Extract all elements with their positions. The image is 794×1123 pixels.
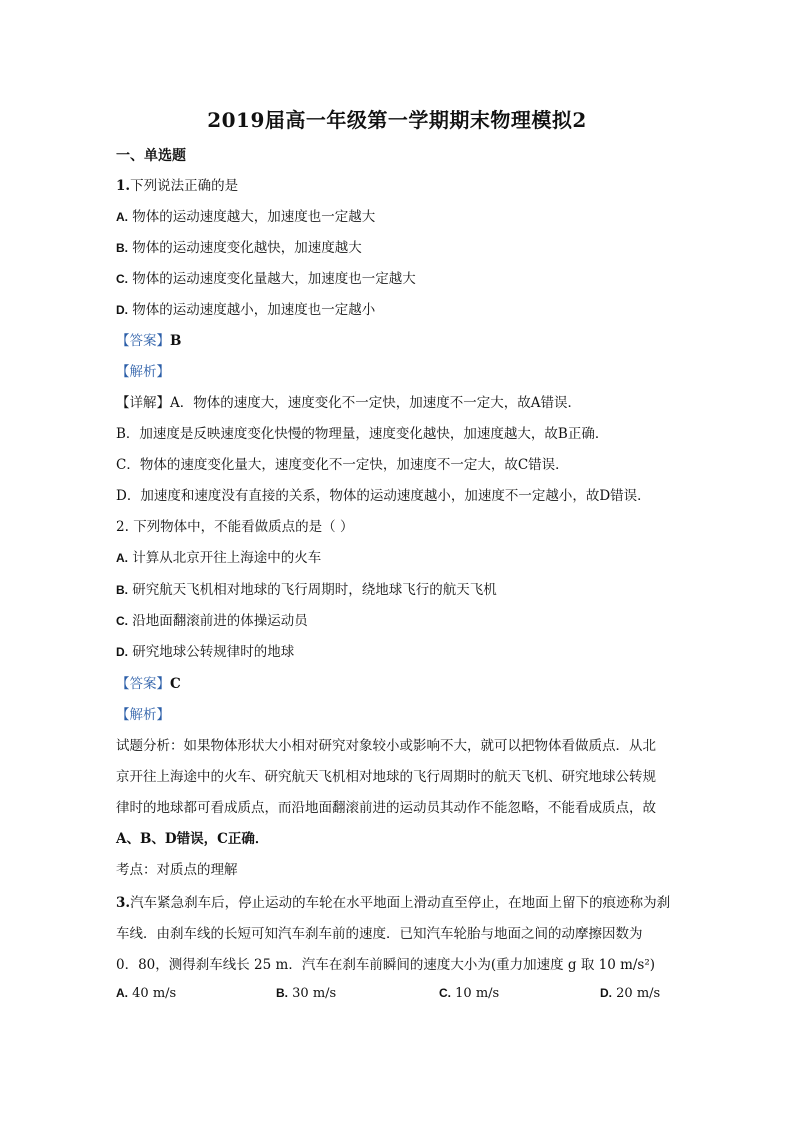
detail-text: A．物体的速度大，速度变化不一定快，加速度不一定大，故A错误． [170, 395, 581, 411]
option-letter: D. [600, 986, 612, 1000]
option-d [116, 300, 686, 320]
detail-tag: 【详解】 [116, 395, 170, 411]
option-letter: B. [276, 986, 288, 1000]
option-c [116, 611, 686, 631]
option-letter: D. [116, 303, 128, 317]
answer-line [116, 331, 686, 351]
option-text: 40 m/s [132, 986, 177, 1001]
answer-tag: 【答案】 [116, 676, 170, 692]
option-letter: A. [116, 210, 128, 224]
option-text: 沿地面翻滚前进的体操运动员 [132, 613, 308, 629]
option-text: 20 m/s [616, 986, 661, 1001]
analysis-conclusion: A、B、D错误，C正确． [116, 831, 269, 847]
question-text: 下列说法正确的是 [130, 178, 239, 194]
option-letter: D. [116, 645, 128, 659]
option-c [116, 269, 686, 289]
question-number: 1. [116, 178, 131, 194]
option-b [276, 986, 336, 1001]
detail-line [116, 393, 686, 413]
option-text: 10 m/s [455, 986, 500, 1001]
option-text: 30 m/s [292, 986, 337, 1001]
analysis-line: 律时的地球都可看成质点，而沿地面翻滚前进的运动员其动作不能忽略，不能看成质点，故 [116, 800, 656, 816]
option-letter: A. [116, 551, 128, 565]
option-c [439, 986, 499, 1001]
option-a [116, 207, 686, 227]
option-letter: C. [116, 272, 128, 286]
question-text: 汽车紧急刹车后，停止运动的车轮在水平地面上滑动直至停止，在地面上留下的痕迹称为刹 [130, 895, 671, 911]
option-letter: C. [439, 986, 451, 1000]
option-a [116, 986, 176, 1001]
question-3-stem [116, 893, 686, 913]
question-number: 2. [116, 519, 129, 535]
answer-value: C [170, 676, 181, 692]
analysis-line: 京开往上海途中的火车、研究航天飞机相对地球的飞行周期时的航天飞机、研究地球公转规 [116, 769, 656, 785]
section-heading: 一、单选题 [116, 148, 186, 164]
analysis-line: 试题分析：如果物体形状大小相对研究对象较小或影响不大，就可以把物体看做质点．从北 [116, 738, 656, 754]
detail-line: C．物体的速度变化量大，速度变化不一定快，加速度不一定大，故C错误． [116, 457, 569, 473]
page-title: 2019届高一年级第一学期期末物理模拟2 [207, 108, 587, 132]
option-b [116, 580, 686, 600]
option-letter: B. [116, 241, 128, 255]
question-number: 3. [116, 895, 131, 911]
question-3-stem-line: 0．80，测得刹车线长 25 m．汽车在刹车前瞬间的速度大小为(重力加速度 g 取 10 m/s²) [116, 957, 656, 973]
option-a [116, 548, 686, 568]
answer-tag: 【答案】 [116, 333, 170, 349]
option-text: 物体的运动速度越小，加速度也一定越小 [132, 302, 376, 318]
question-3-stem-line: 车线．由刹车线的长短可知汽车刹车前的速度．已知汽车轮胎与地面之间的动摩擦因数为 [116, 926, 643, 942]
option-d [600, 986, 660, 1001]
option-b [116, 238, 686, 258]
analysis-tag: 【解析】 [116, 707, 170, 723]
question-3-options [116, 986, 676, 1006]
option-text: 研究地球公转规律时的地球 [132, 644, 295, 660]
question-text: 下列物体中，不能看做质点的是（ ） [133, 519, 354, 535]
question-1-stem [116, 176, 686, 196]
option-text: 物体的运动速度变化越快，加速度越大 [132, 240, 362, 256]
analysis-tag: 【解析】 [116, 364, 170, 380]
question-2-stem [116, 517, 686, 537]
option-letter: C. [116, 614, 128, 628]
option-letter: B. [116, 583, 128, 597]
option-text: 研究航天飞机相对地球的飞行周期时，绕地球飞行的航天飞机 [132, 582, 497, 598]
answer-value: B [170, 333, 182, 349]
option-letter: A. [116, 986, 128, 1000]
answer-line [116, 674, 686, 694]
option-text: 物体的运动速度越大，加速度也一定越大 [132, 209, 376, 225]
option-d [116, 642, 686, 662]
detail-line: B．加速度是反映速度变化快慢的物理量，速度变化越快，加速度越大，故B正确． [116, 426, 609, 442]
detail-line: D．加速度和速度没有直接的关系，物体的运动速度越小，加速度不一定越小，故D错误． [116, 488, 651, 504]
option-text: 计算从北京开往上海途中的火车 [132, 550, 322, 566]
kaodian-line: 考点：对质点的理解 [116, 862, 238, 878]
option-text: 物体的运动速度变化量越大，加速度也一定越大 [132, 271, 416, 287]
